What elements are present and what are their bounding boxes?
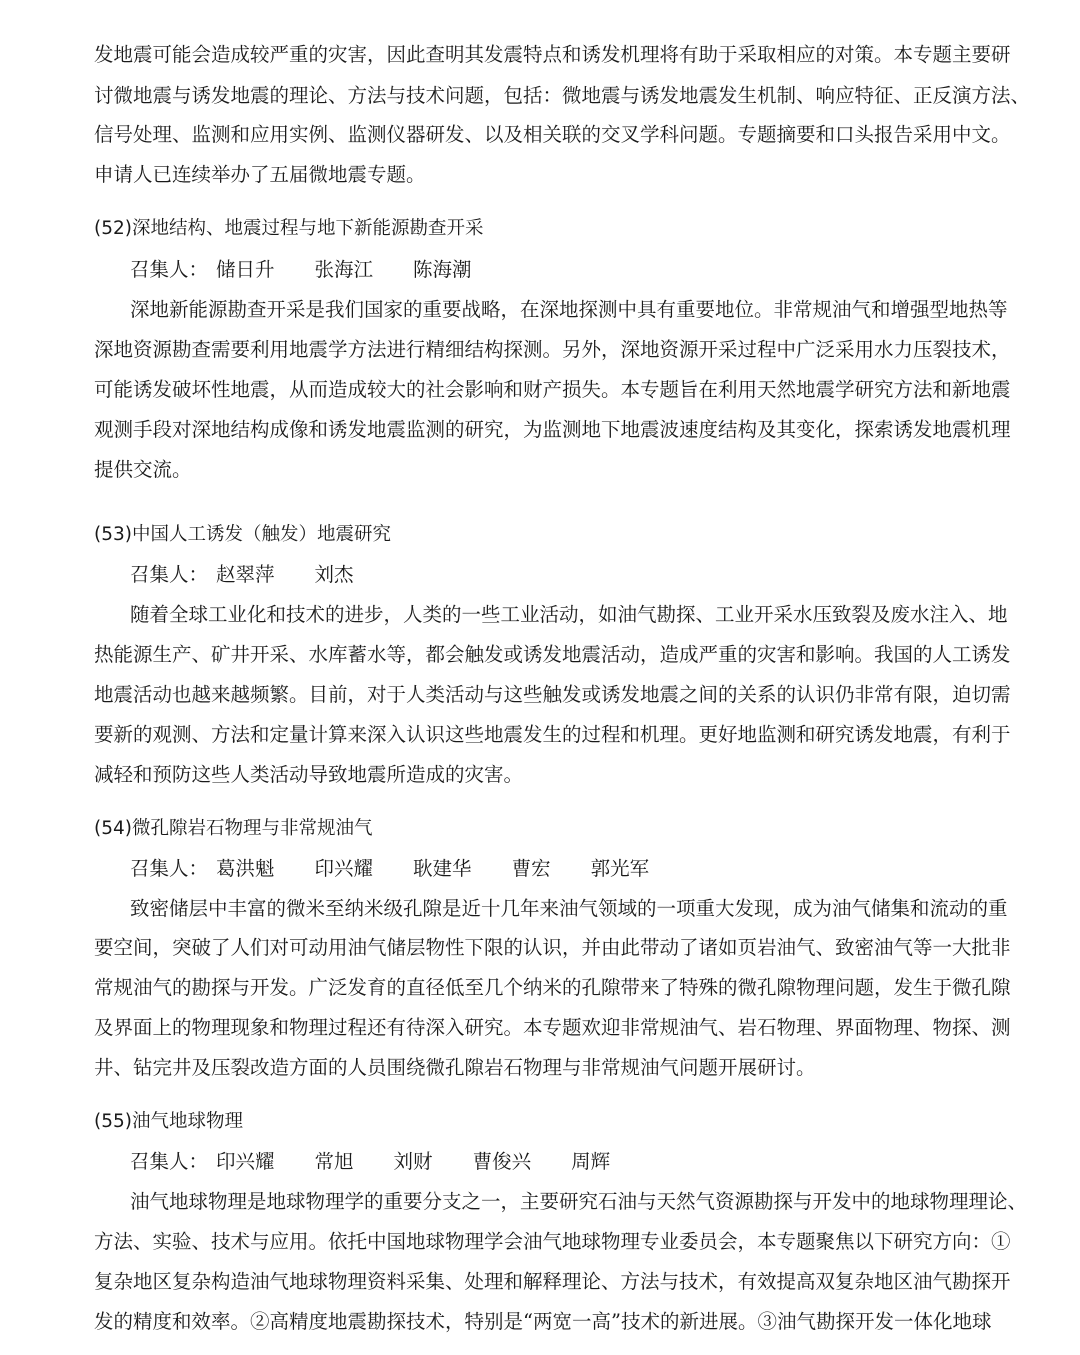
section-53-line: 热能源生产、矿井开采、水库蓄水等，都会触发或诱发地震活动，造成严重的灾害和影响。我国的人工诱发 — [94, 643, 1011, 666]
convener-name: 葛洪魁 — [216, 857, 275, 880]
convener-label: 召集人： — [130, 1150, 209, 1173]
intro-line: 申请人已连续举办了五届微地震专题。 — [94, 163, 426, 186]
section-54-title: (54)微孔隙岩石物理与非常规油气 — [94, 818, 373, 839]
section-52-line: 深地新能源勘查开采是我们国家的重要战略，在深地探测中具有重要地位。非常规油气和增强型地热等 — [130, 298, 1008, 321]
convener-name: 赵翠萍 — [216, 563, 275, 586]
section-53-line: 地震活动也越来越频繁。目前，对于人类活动与这些触发或诱发地震之间的关系的认识仍非常有限，迫切需 — [94, 683, 1011, 706]
convener-name: 陈海潮 — [413, 258, 472, 281]
section-55-line: 油气地球物理是地球物理学的重要分支之一，主要研究石油与天然气资源勘探与开发中的地球物理理论、 — [130, 1190, 1028, 1213]
section-52-line: 可能诱发破坏性地震，从而造成较大的社会影响和财产损失。本专题旨在利用天然地震学研究方法和新地震 — [94, 378, 1011, 401]
section-54-line: 及界面上的物理现象和物理过程还有待深入研究。本专题欢迎非常规油气、岩石物理、界面物理、物探、测 — [94, 1016, 1011, 1039]
convener-label: 召集人： — [130, 258, 209, 281]
section-54-line: 常规油气的勘探与开发。广泛发育的直径低至几个纳米的孔隙带来了特殊的微孔隙物理问题，发生于微孔隙 — [94, 976, 1011, 999]
convener-name: 储日升 — [216, 258, 275, 281]
convener-name: 周辉 — [571, 1150, 611, 1173]
convener-name: 印兴耀 — [314, 857, 374, 880]
convener-name: 曹宏 — [511, 857, 551, 880]
convener-label: 召集人： — [130, 563, 209, 586]
section-52-line: 深地资源勘查需要利用地震学方法进行精细结构探测。另外，深地资源开采过程中广泛采用水力压裂技术， — [94, 338, 1011, 361]
intro-line: 讨微地震与诱发地震的理论、方法与技术问题，包括：微地震与诱发地震发生机制、响应特征、正反演方法、 — [94, 84, 1031, 107]
section-54-line: 要空间，突破了人们对可动用油气储层物性下限的认识，并由此带动了诸如页岩油气、致密油气等一大批非 — [94, 936, 1011, 959]
section-52-line: 观测手段对深地结构成像和诱发地震监测的研究，为监测地下地震波速度结构及其变化，探索诱发地震机理 — [94, 418, 1011, 441]
intro-line: 信号处理、监测和应用实例、监测仪器研发、以及相关联的交叉学科问题。专题摘要和口头报告采用中文。 — [94, 123, 1011, 146]
section-53-line: 要新的观测、方法和定量计算来深入认识这些地震发生的过程和机理。更好地监测和研究诱发地震，有利于 — [94, 723, 1011, 746]
section-54-line: 致密储层中丰富的微米至纳米级孔隙是近十几年来油气领域的一项重大发现，成为油气储集和流动的重 — [130, 897, 1008, 920]
section-52-title: (52)深地结构、地震过程与地下新能源勘查开采 — [94, 218, 484, 239]
convener-name: 耿建华 — [413, 857, 472, 880]
intro-line: 发地震可能会造成较严重的灾害，因此查明其发震特点和诱发机理将有助于采取相应的对策。本专题主要研 — [94, 43, 1011, 66]
section-53-conveners — [130, 562, 394, 588]
section-53-line: 随着全球工业化和技术的进步，人类的一些工业活动，如油气勘探、工业开采水压致裂及废水注入、地 — [130, 603, 1008, 626]
section-55-line: 复杂地区复杂构造油气地球物理资料采集、处理和解释理论、方法与技术，有效提高双复杂地区油气勘探开 — [94, 1270, 1011, 1293]
convener-name: 刘杰 — [314, 563, 354, 586]
convener-name: 常旭 — [314, 1150, 354, 1173]
convener-label: 召集人： — [130, 857, 209, 880]
convener-name: 郭光军 — [590, 857, 650, 880]
section-52-line: 提供交流。 — [94, 458, 192, 481]
section-55-conveners — [130, 1149, 650, 1175]
section-55-line: 方法、实验、技术与应用。依托中国地球物理学会油气地球物理专业委员会，本专题聚焦以下研究方向：① — [94, 1230, 1011, 1253]
convener-name: 张海江 — [314, 258, 374, 281]
convener-name: 曹俊兴 — [472, 1150, 532, 1173]
section-53-title: (53)中国人工诱发（触发）地震研究 — [94, 524, 391, 545]
section-53-line: 减轻和预防这些人类活动导致地震所造成的灾害。 — [94, 763, 524, 786]
convener-name: 印兴耀 — [216, 1150, 275, 1173]
section-55-line: 发的精度和效率。②高精度地震勘探技术，特别是“两宽一高”技术的新进展。③油气勘探开发一体化地球 — [94, 1310, 992, 1333]
convener-name: 刘财 — [393, 1150, 433, 1173]
section-52-conveners — [130, 257, 512, 283]
section-54-conveners — [130, 856, 689, 882]
section-54-line: 井、钻完井及压裂改造方面的人员围绕微孔隙岩石物理与非常规油气问题开展研讨。 — [94, 1056, 816, 1079]
section-55-title: (55)油气地球物理 — [94, 1111, 243, 1132]
